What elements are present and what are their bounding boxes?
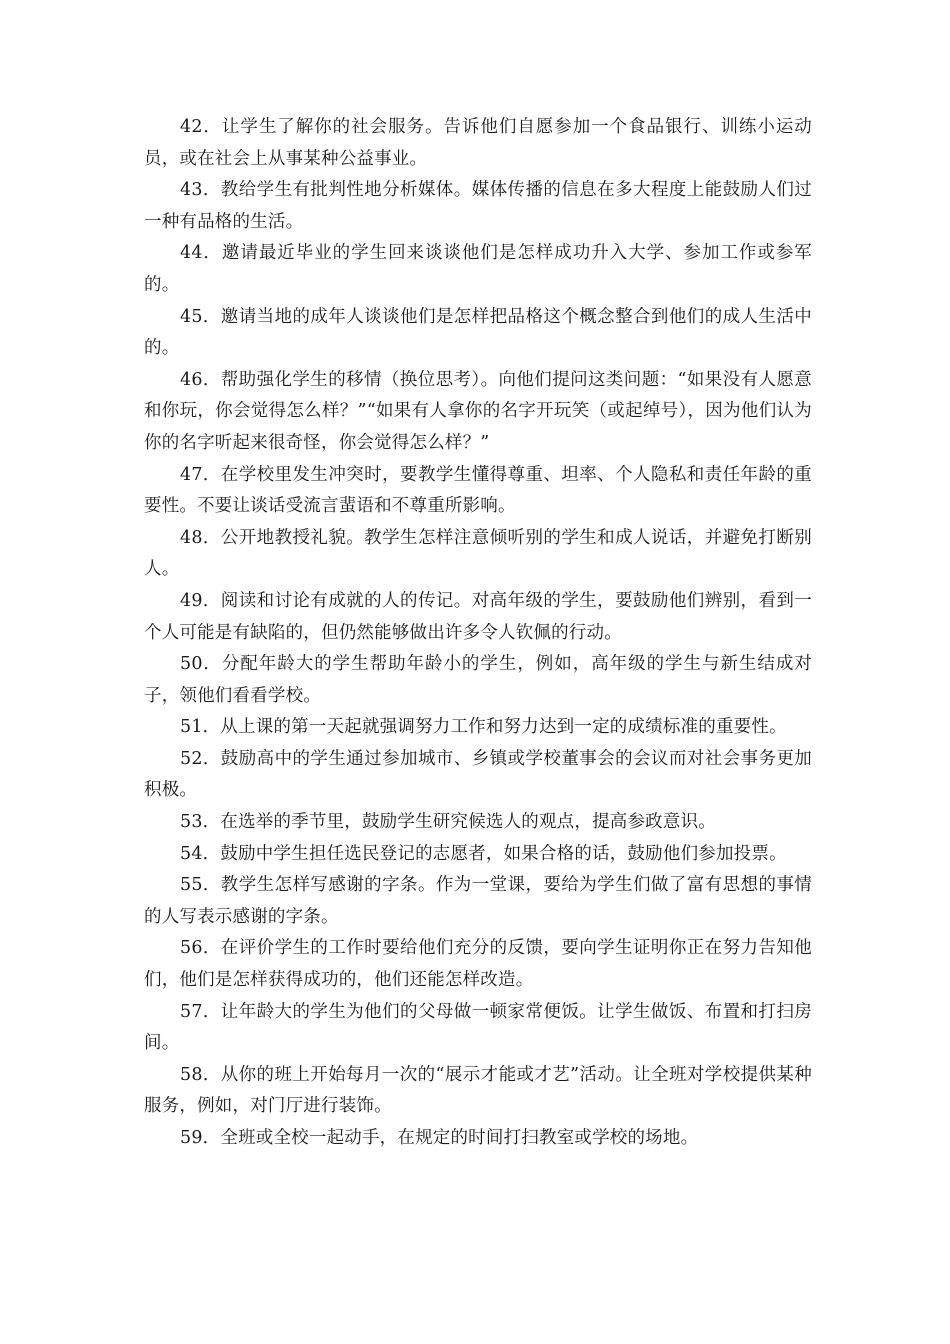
- list-item-57: 57．让年龄大的学生为他们的父母做一顿家常便饭。让学生做饭、布置和打扫房间。: [144, 1001, 812, 1054]
- list-item-42: 42．让学生了解你的社会服务。告诉他们自愿参加一个食品银行、训练小运动员，或在社会上从事某种公益事业。: [144, 117, 812, 169]
- document-body: [144, 112, 812, 1155]
- list-item-56: 56．在评价学生的工作时要给他们充分的反馈，要向学生证明你正在努力告知他们，他们是怎样获得成功的，他们还能怎样改造。: [144, 938, 812, 991]
- list-item-53: 53．在选举的季节里，鼓励学生研究候选人的观点，提高参政意识。: [180, 812, 716, 833]
- list-item-52: 52．鼓励高中的学生通过参加城市、乡镇或学校董事会的会议而对社会事务更加积极。: [144, 748, 812, 801]
- list-item-58: 58．从你的班上开始每月一次的“展示才能或才艺”活动。让全班对学校提供某种服务，例如，对门厅进行装饰。: [144, 1064, 812, 1117]
- list-item-51: 51．从上课的第一天起就强调努力工作和努力达到一定的成绩标准的重要性。: [180, 717, 787, 738]
- list-item-50: 50．分配年龄大的学生帮助年龄小的学生，例如，高年级的学生与新生结成对子，领他们看看学校。: [144, 654, 812, 706]
- list-item-47: 47．在学校里发生冲突时，要教学生懂得尊重、坦率、个人隐私和责任年龄的重要性。不要让谈话受流言蜚语和不尊重所影响。: [144, 464, 812, 517]
- list-item-43: 43．教给学生有批判性地分析媒体。媒体传播的信息在多大程度上能鼓励人们过一种有品格的生活。: [144, 180, 812, 232]
- list-item-48: 48．公开地教授礼貌。教学生怎样注意倾听别的学生和成人说话，并避免打断别人。: [144, 527, 812, 580]
- list-item-45: 45．邀请当地的成年人谈谈他们是怎样把品格这个概念整合到他们的成人生活中的。: [144, 306, 812, 359]
- list-item-46: 46．帮助强化学生的移情（换位思考）。向他们提问这类问题：“如果没有人愿意和你玩，你会觉得怎么样？”“如果有人拿你的名字开玩笑（或起绰号），因为他们认为你的名字听起来很奇怪，你会觉得怎么样？”: [144, 369, 812, 453]
- list-item-49: 49．阅读和讨论有成就的人的传记。对高年级的学生，要鼓励他们辨别，看到一个人可能是有缺陷的，但仍然能够做出许多令人钦佩的行动。: [144, 590, 812, 643]
- list-item-55: 55．教学生怎样写感谢的字条。作为一堂课，要给为学生们做了富有思想的事情的人写表示感谢的字条。: [144, 875, 812, 927]
- list-item-54: 54．鼓励中学生担任选民登记的志愿者，如果合格的话，鼓励他们参加投票。: [180, 843, 787, 864]
- list-item-59: 59．全班或全校一起动手，在规定的时间打扫教室或学校的场地。: [180, 1128, 699, 1148]
- list-item-44: 44．邀请最近毕业的学生回来谈谈他们是怎样成功升入大学、参加工作或参军的。: [144, 243, 812, 295]
